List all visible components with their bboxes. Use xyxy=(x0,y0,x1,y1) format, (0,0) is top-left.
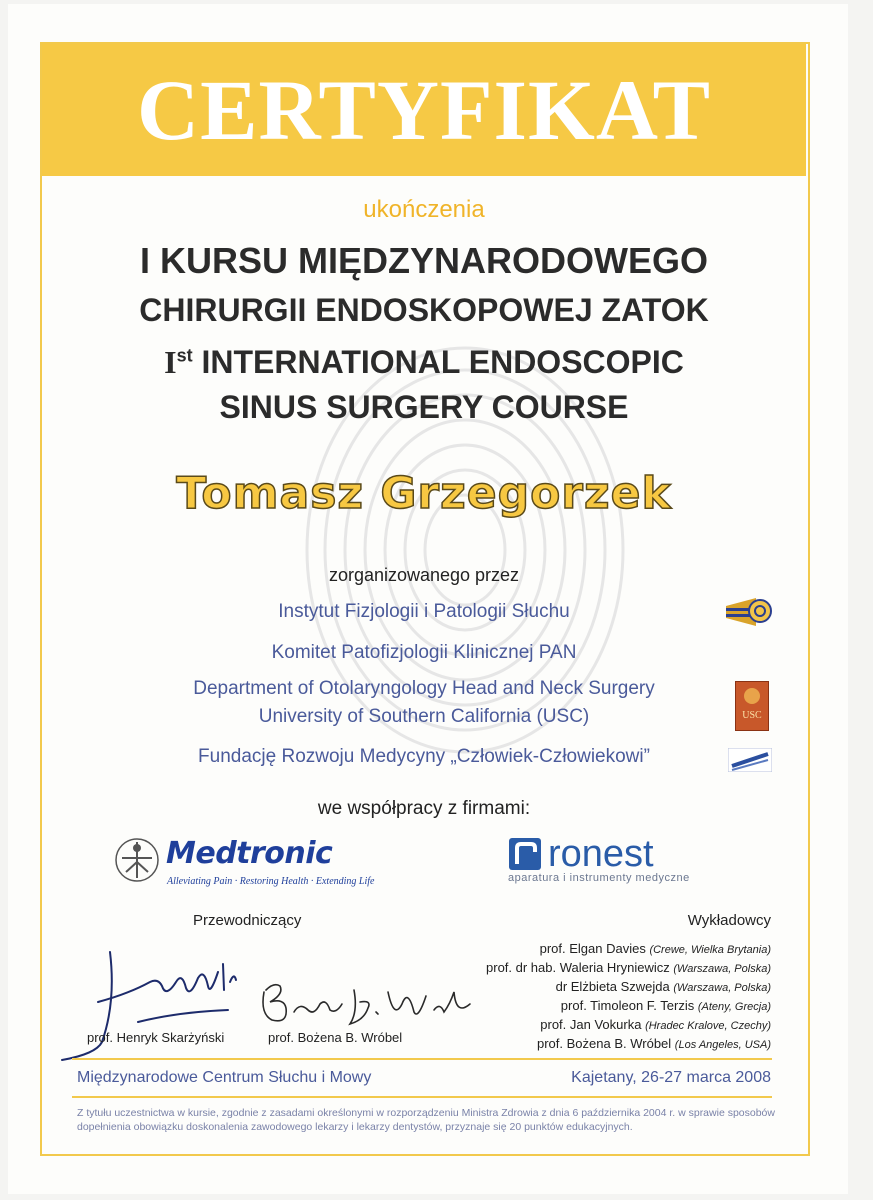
course-title-pl-line2: CHIRURGII ENDOSKOPOWEJ ZATOK xyxy=(139,292,709,328)
lecturer-place: (Hradec Kralove, Czechy) xyxy=(645,1020,771,1032)
chair-label: Przewodniczący xyxy=(193,912,302,929)
course-en-text: INTERNATIONAL ENDOSCOPIC xyxy=(201,344,684,380)
lecturer-name: prof. dr hab. Waleria Hryniewicz xyxy=(486,960,670,975)
lecturer-row xyxy=(486,1016,771,1035)
lecturer-place: (Los Angeles, USA) xyxy=(674,1039,771,1051)
medtronic-tagline: Alleviating Pain · Restoring Health · Extending Life xyxy=(167,876,375,887)
lecturer-place: (Ateny, Grecja) xyxy=(697,1001,771,1013)
center-name: Międzynarodowe Centrum Słuchu i Mowy xyxy=(77,1069,372,1086)
legal-note: Z tytułu uczestnictwa w kursie, zgodnie z zasadami określonymi w rozporządzeniu Ministra Zdrowia z dnia 6 października 2004 r. w sprawie sposobów dopełnienia obowiązku doskonalenia zawodowego lekarzy i lekarzy dentystów, przyznaje się 20 punktów edukacyjnych. xyxy=(77,1107,775,1133)
cooperation-heading: we współpracy z firmami: xyxy=(317,798,531,819)
footer-rule-top xyxy=(72,1058,772,1060)
lecturer-name: prof. Bożena B. Wróbel xyxy=(537,1036,672,1051)
lecturer-name: prof. Elgan Davies xyxy=(539,941,646,956)
footer-rule-bottom xyxy=(72,1096,772,1098)
lecturer-row xyxy=(486,997,771,1016)
foundation-logo-icon xyxy=(728,748,772,772)
lecturer-name: prof. Timoleon F. Terzis xyxy=(560,998,695,1013)
lecturer-place: (Warszawa, Polska) xyxy=(673,982,771,994)
lecturer-place: (Crewe, Wielka Brytania) xyxy=(649,944,771,956)
ronest-mark-icon xyxy=(509,838,541,870)
course-ordinal: I xyxy=(164,344,177,380)
ifps-logo-icon xyxy=(726,596,772,628)
certificate-title: CERTYFIKAT xyxy=(137,62,711,158)
course-title-en-line1 xyxy=(42,344,806,381)
signatures-drawing xyxy=(58,942,478,1067)
usc-logo-icon xyxy=(735,681,769,731)
organizers-heading: zorganizowanego przez xyxy=(328,565,520,585)
lecturer-row xyxy=(486,959,771,978)
organizer-item: Department of Otolaryngology Head and Neck Surgery xyxy=(193,678,655,699)
lecturer-name: prof. Jan Vokurka xyxy=(540,1017,642,1032)
organizer-item: University of Southern California (USC) xyxy=(258,706,590,727)
recipient-name: Tomasz Grzegorzek xyxy=(176,468,672,519)
lecturer-row xyxy=(486,978,771,997)
course-title-en-line2: SINUS SURGERY COURSE xyxy=(219,389,629,425)
ronest-logo: ronest xyxy=(548,833,654,875)
organizer-item: Fundację Rozwoju Medycyny „Człowiek-Człowiekowi” xyxy=(198,746,650,767)
course-ordinal-suffix: st xyxy=(176,345,193,366)
usc-logo-text: USC xyxy=(742,710,762,721)
signer1-name: prof. Henryk Skarżyński xyxy=(87,1030,225,1045)
lecturer-place: (Warszawa, Polska) xyxy=(673,963,771,975)
lecturers-label: Wykładowcy xyxy=(687,912,771,929)
place-date: Kajetany, 26-27 marca 2008 xyxy=(571,1069,771,1086)
lecturer-row xyxy=(486,940,771,959)
ronest-tagline: aparatura i instrumenty medyczne xyxy=(508,872,690,884)
medtronic-logo: Medtronic xyxy=(166,836,333,871)
lecturers-list xyxy=(486,940,771,1054)
organizer-item: Instytut Fizjologii i Patologii Słuchu xyxy=(278,601,570,622)
organizer-item: Komitet Patofizjologii Klinicznej PAN xyxy=(271,642,577,663)
medtronic-figure-icon xyxy=(112,836,162,884)
certificate-subtitle: ukończenia xyxy=(363,196,485,223)
lecturer-name: dr Elżbieta Szwejda xyxy=(555,979,670,994)
course-title-pl-line1: I KURSU MIĘDZYNARODOWEGO xyxy=(139,240,708,281)
lecturer-row xyxy=(486,1035,771,1054)
signer2-name: prof. Bożena B. Wróbel xyxy=(268,1030,403,1045)
